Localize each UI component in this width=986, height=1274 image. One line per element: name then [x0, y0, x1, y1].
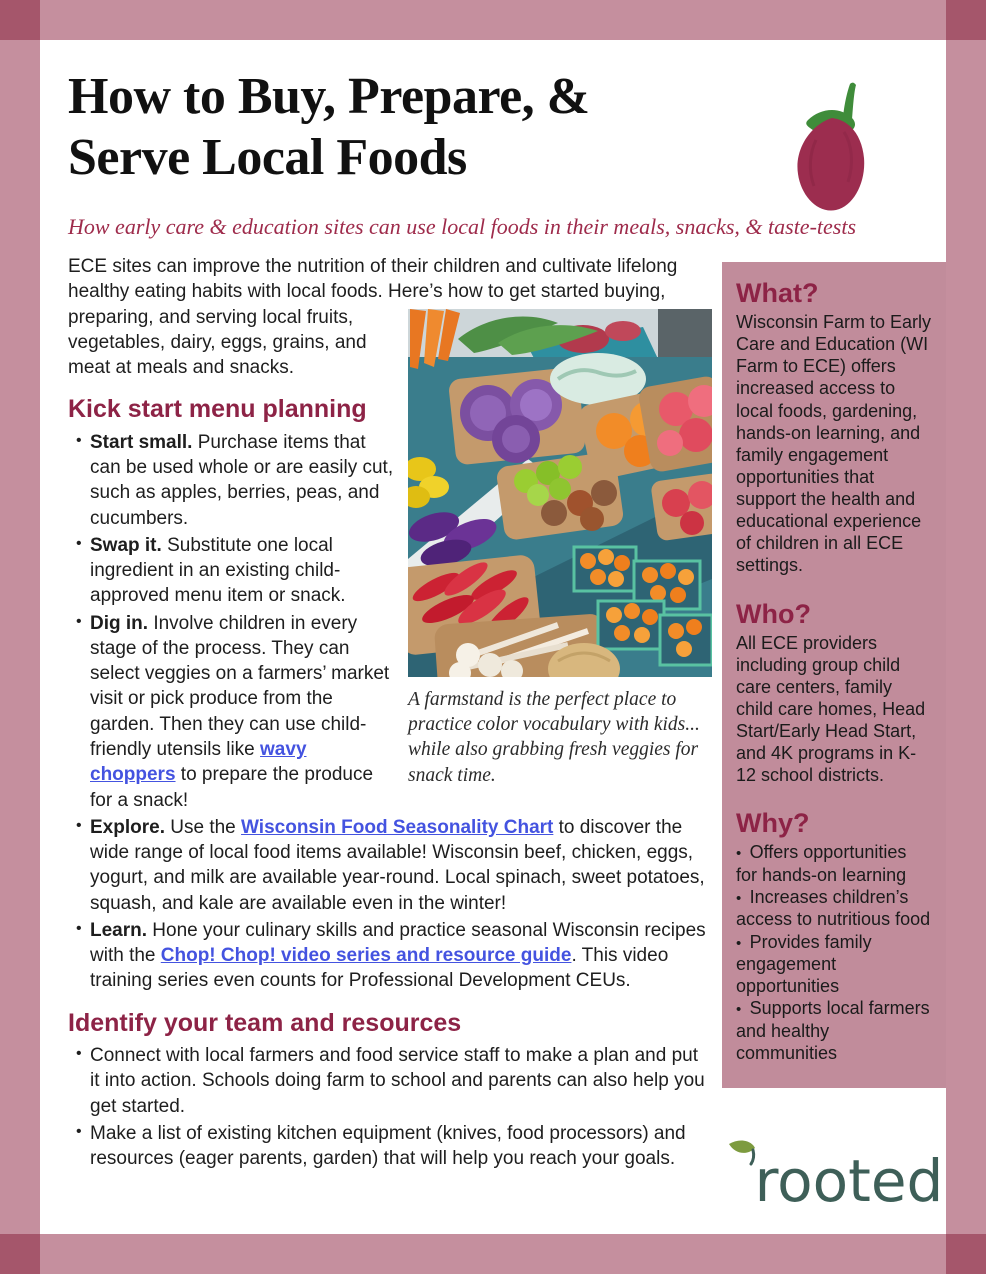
bullet-text: Substitute one local ingredient in an existing child-approved menu item or snack.: [90, 534, 346, 607]
chop-chop-video-link[interactable]: Chop! Chop! video series and resource guide: [160, 945, 572, 967]
list-item: • Supports local farmers and healthy communities: [736, 997, 932, 1064]
list-item: • Offers opportunities for hands-on learning: [736, 841, 932, 886]
strawberry-icon: [786, 80, 882, 220]
bullet-lead: Explore.: [90, 816, 165, 838]
kick-start-list: [68, 430, 712, 994]
rooted-logo: [716, 1130, 952, 1240]
sidebar-heading-what: What?: [736, 278, 819, 308]
frame-corner-top-left: [0, 0, 40, 40]
sidebar-what-text: Wisconsin Farm to Early Care and Education (WI Farm to ECE) offers increased access to local foods, gardening, hands-on learning, and family engagement opportunities that support the health and educational experience of children in all ECE settings.: [736, 312, 932, 576]
list-item: [68, 611, 712, 813]
bullet-lead: Swap it.: [90, 534, 162, 556]
identify-team-list: [68, 1043, 712, 1171]
sidebar-heading-why: Why?: [736, 808, 810, 839]
list-item: [68, 815, 712, 916]
intro-paragraph-continued: preparing, and serving local fruits, vegetables, dairy, eggs, grains, and meat at meals and snacks.: [68, 306, 367, 379]
bullet-text: Involve children in every stage of the process. They can select veggies on a farmers’ market visit or pick produce from the garden. Then they can use child-friendly utensils like: [90, 612, 390, 761]
bullet-lead: Dig in.: [90, 612, 149, 634]
seasonality-chart-link[interactable]: Wisconsin Food Seasonality Chart: [241, 816, 554, 838]
section-heading-kick-start: Kick start menu planning: [68, 395, 367, 424]
section-heading-identify-team: Identify your team and resources: [68, 1008, 462, 1037]
page-subtitle: How early care & education sites can use local foods in their meals, snacks, & taste-tests: [68, 214, 857, 239]
page-content: [40, 40, 946, 1234]
list-item: • Provides family engagement opportunities: [736, 931, 932, 998]
main-column: [68, 254, 712, 1174]
list-item: [68, 430, 712, 531]
wavy-choppers-link[interactable]: wavy choppers: [90, 739, 307, 786]
list-item: [68, 918, 712, 994]
rooted-logo-text: rooted: [754, 1147, 944, 1215]
frame-corner-bottom-left: [0, 1234, 40, 1274]
page-title: [68, 66, 728, 189]
bullet-text: to prepare the produce for a snack!: [90, 764, 374, 811]
info-sidebar: [722, 262, 946, 1088]
list-item: [68, 533, 712, 609]
list-item: • Increases children’s access to nutritious food: [736, 886, 932, 931]
bullet-text: to discover the wide range of local food items available! Wisconsin beef, chicken, eggs, yogurt, and milk are available year-round. Local spinach, sweet potatoes, squash, and kale are available even in the winter!: [90, 816, 705, 914]
frame-corner-bottom-right: [946, 1234, 986, 1274]
list-item: • Make a list of existing kitchen equipment (knives, food processors) and resources (eager parents, garden) that will help you reach your goals.: [68, 1121, 712, 1172]
sidebar-why-list: [736, 841, 932, 1064]
list-item: • Connect with local farmers and food service staff to make a plan and put it into action. Schools doing farm to school and parents can also help you get started.: [68, 1043, 712, 1119]
bullet-lead: Learn.: [90, 919, 148, 941]
bullet-text: Purchase items that can be used whole or are easily cut, such as apples, berries, peas, and cucumbers.: [90, 431, 394, 529]
title-line-2: Serve Local Foods: [68, 129, 467, 187]
bullet-text: Hone your culinary skills and practice seasonal Wisconsin recipes with the: [90, 919, 706, 967]
figure-caption: A farmstand is the perfect place to practice color vocabulary with kids... while also grabbing fresh veggies for snack time.: [408, 688, 700, 786]
intro-paragraph: ECE sites can improve the nutrition of their children and cultivate lifelong healthy eating habits with local foods. Here’s how to get started buying,: [68, 256, 678, 303]
bullet-lead: Start small.: [90, 431, 193, 453]
leaf-icon: [725, 1138, 759, 1168]
sidebar-heading-who: Who?: [736, 598, 811, 629]
bullet-text: Use the: [164, 816, 242, 838]
sidebar-who-text: All ECE providers including group child care centers, family child care homes, Head Start/Early Head Start, and 4K programs in K-12 school districts.: [736, 632, 926, 786]
title-line-1: How to Buy, Prepare, &: [68, 68, 590, 125]
bullet-text: . This video training series even counts for Professional Development CEUs.: [90, 945, 669, 992]
frame-corner-top-right: [946, 0, 986, 40]
